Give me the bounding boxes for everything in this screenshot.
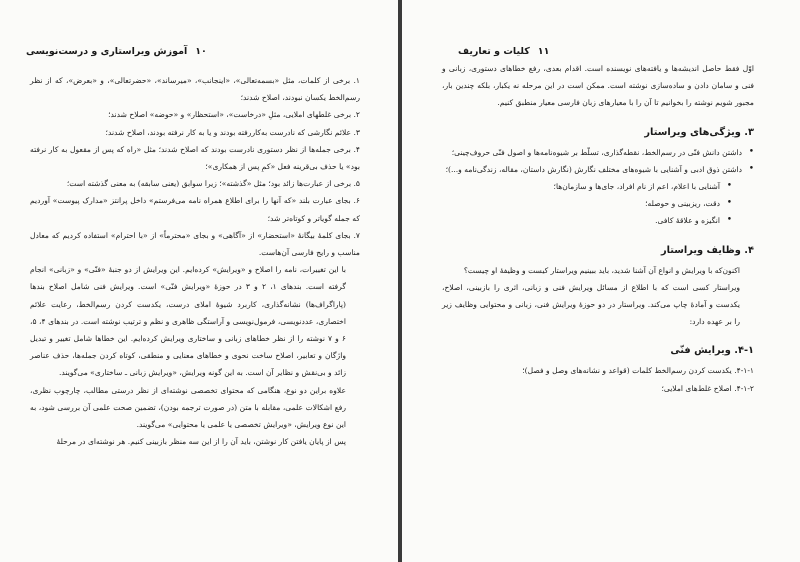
right-page-body xyxy=(442,60,754,397)
numbered-item: ۴-۱-۱. یکدست کردن رسم‌الخط کلمات (قواعد و نشانه‌های وصل و فصل)؛ xyxy=(522,366,754,376)
sub-bullet-item: • دقت، ریزبینی و حوصله؛ xyxy=(442,195,754,212)
right-page xyxy=(402,0,800,562)
right-page-number: ۱۱ xyxy=(537,46,550,57)
left-running-title: آموزش ویراستاری و درست‌نویسی xyxy=(26,46,188,57)
sub-bullet-item: • آشنایی با اعلام، اعم از نام افراد، جای‌ها و سازمان‌ها؛ xyxy=(442,178,754,195)
left-page-body xyxy=(30,72,360,450)
list-item: ۵. برخی از عبارت‌ها زائد بود؛ مثل «گذشته»؛ زیرا سوابق (یعنی سابقه) به معنی گذشته است؛ xyxy=(66,179,360,189)
body-paragraph: اکنون‌که با ویرایش و انواع آن آشنا شدید، باید ببینیم ویراستار کیست و وظیفهٔ او چیست؟ xyxy=(463,265,740,275)
left-page-number: ۱۰ xyxy=(195,46,207,57)
list-item: ۲. برخی غلطهای املایی، مثلِ «درخاست»، «استحظار» و «حوضه» اصلاح شدند؛ xyxy=(108,110,360,120)
section-heading: ۴. وظایف ویراستار xyxy=(660,244,754,256)
sub-bullet-item: • انگیزه و علاقهٔ کافی. xyxy=(442,212,754,229)
intro-paragraph: اوّل فقط حاصل اندیشه‌ها و یافته‌های نویسنده است. اقدام بعدی، رفع خطاهای دستوری، زبانی و فنی و سامان دادن و ساده‌سازی نوشته است. ممکن است در این مرحله نه یکبار، بلکه چندین بار، مجبور شویم نوشته را بخوانیم تا آن را با معیارهای زبان فارسی معیار منطبق کنیم. xyxy=(442,64,754,108)
body-paragraph: پس از پایان یافتن کار نوشتن، باید آن را از این سه منظر بازبینی کنیم. هر نوشته‌ای در مرحلهٔ xyxy=(56,437,346,447)
body-paragraph: علاوه براین دو نوع، هنگامی که محتوای تخصصی نوشته‌ای از نظر درستی مطالب، چارچوب نظری، رفع اشکالات علمی، مقابله با متن (در صورت ترجمه بودن)، تضمین صحت علمی آن بررسی شود، به این نوع ویرایش، «ویرایش تخصصی یا علمی یا محتوایی» می‌گویند. xyxy=(30,385,346,430)
list-item: ۶. بجای عبارت بلند «که آنها را برای اطلاع همراه نامه می‌فرستم» داخل پرانتز «مدارک پیوست» آوردیم که جمله گویاتر و کوتاه‌تر شد؛ xyxy=(30,196,360,223)
section-heading: ۳. ویژگی‌های ویراستار xyxy=(644,126,754,138)
bullet-item: • داشتن دانش فنّی در رسم‌الخط، نقطه‌گذاری، تسلّط بر شیوه‌نامه‌ها و اصول فنّی حروف‌چینی؛ xyxy=(442,144,754,161)
subsection-heading: ۴-۱. ویرایش فنّی xyxy=(670,345,754,357)
list-item: ۱. برخی از کلمات، مثل «بسمه‌تعالی»، «اینجانب»، «میرساند»، «حضرتعالی»، و «بعرض»، که از نظر رسم‌الخط یکسان نبودند، اصلاح شدند؛ xyxy=(30,76,360,103)
body-paragraph: با این تغییرات، نامه را اصلاح و «ویرایش» کرده‌ایم. این ویرایش از دو جنبهٔ «فنّی» و «زبانی» انجام گرفته است. بندهای ۱، ۲ و ۳ در حوزهٔ «ویرایش فنّی» است. ویرایش فنی شامل اصلاح بندها (پاراگراف‌ها) نشانه‌گذاری، کاربرد شیوهٔ املای درست، یکدست کردن رسم‌الخط، رعایت علائم اختصاری، عددنویسی، فرمول‌نویسی و آراستگی ظاهری و نظم و ترتیب نوشته است. در بندهای ۴، ۵، ۶ و ۷ نوشته را از نظر خطاهای زبانی و ساختاری ویرایش کرده‌ایم. این خطاها شامل تغییر و تبدیل واژگان و تعابیر، اصلاح ساخت نحوی و خطاهای معنایی و منطقی، کوتاه کردن جمله‌ها، حذف عناصر زائد و بی‌نقش و نظایر آن است. به این گونه ویرایش، «ویرایش زبانی ـ ساختاری» می‌گویند. xyxy=(30,265,346,378)
list-item: ۷. بجای کلمهٔ بیگانهٔ «استحضار» از «آگاهی» و بجای «محترماً» از «با احترام» استفاده کردیم که معادل مناسب و رایج فارسی آن‌هاست. xyxy=(30,230,360,258)
list-item: ۴. برخی جمله‌ها از نظر دستوری نادرست بودند که اصلاح شدند؛ مثل «راه که پس از مقعول به کار نرفته بود» یا حذف بی‌قرینه فعل «کمِ پس از همکاری»؛ xyxy=(30,144,360,172)
list-item: ۳. علائم نگارشی که نادرست به‌کاررفته بودند و یا به کار نرفته بودند، اصلاح شدند؛ xyxy=(105,127,360,137)
left-page xyxy=(0,0,398,562)
bullet-item: • داشتن ذوق ادبی و آشنایی با شیوه‌های مختلف نگارش (نگارش داستان، مقاله، زندگی‌نامه و...)؛ xyxy=(442,161,754,178)
body-paragraph: ویراستار کسی است که با اطلاع از مسائل ویرایش فنی و زبانی، اثری را بازبینی، اصلاح، یکدست و آمادهٔ چاپ می‌کند. ویراستار در دو حوزهٔ ویرایش فنی، زبانی و محتوایی وظایف زیر را بر عهده دارد: xyxy=(442,282,740,327)
right-page-header xyxy=(458,46,549,57)
left-page-header xyxy=(26,46,207,57)
numbered-item: ۴-۱-۲. اصلاح غلط‌های املایی؛ xyxy=(661,383,754,393)
right-running-title: کلیات و تعاریف xyxy=(458,46,530,57)
